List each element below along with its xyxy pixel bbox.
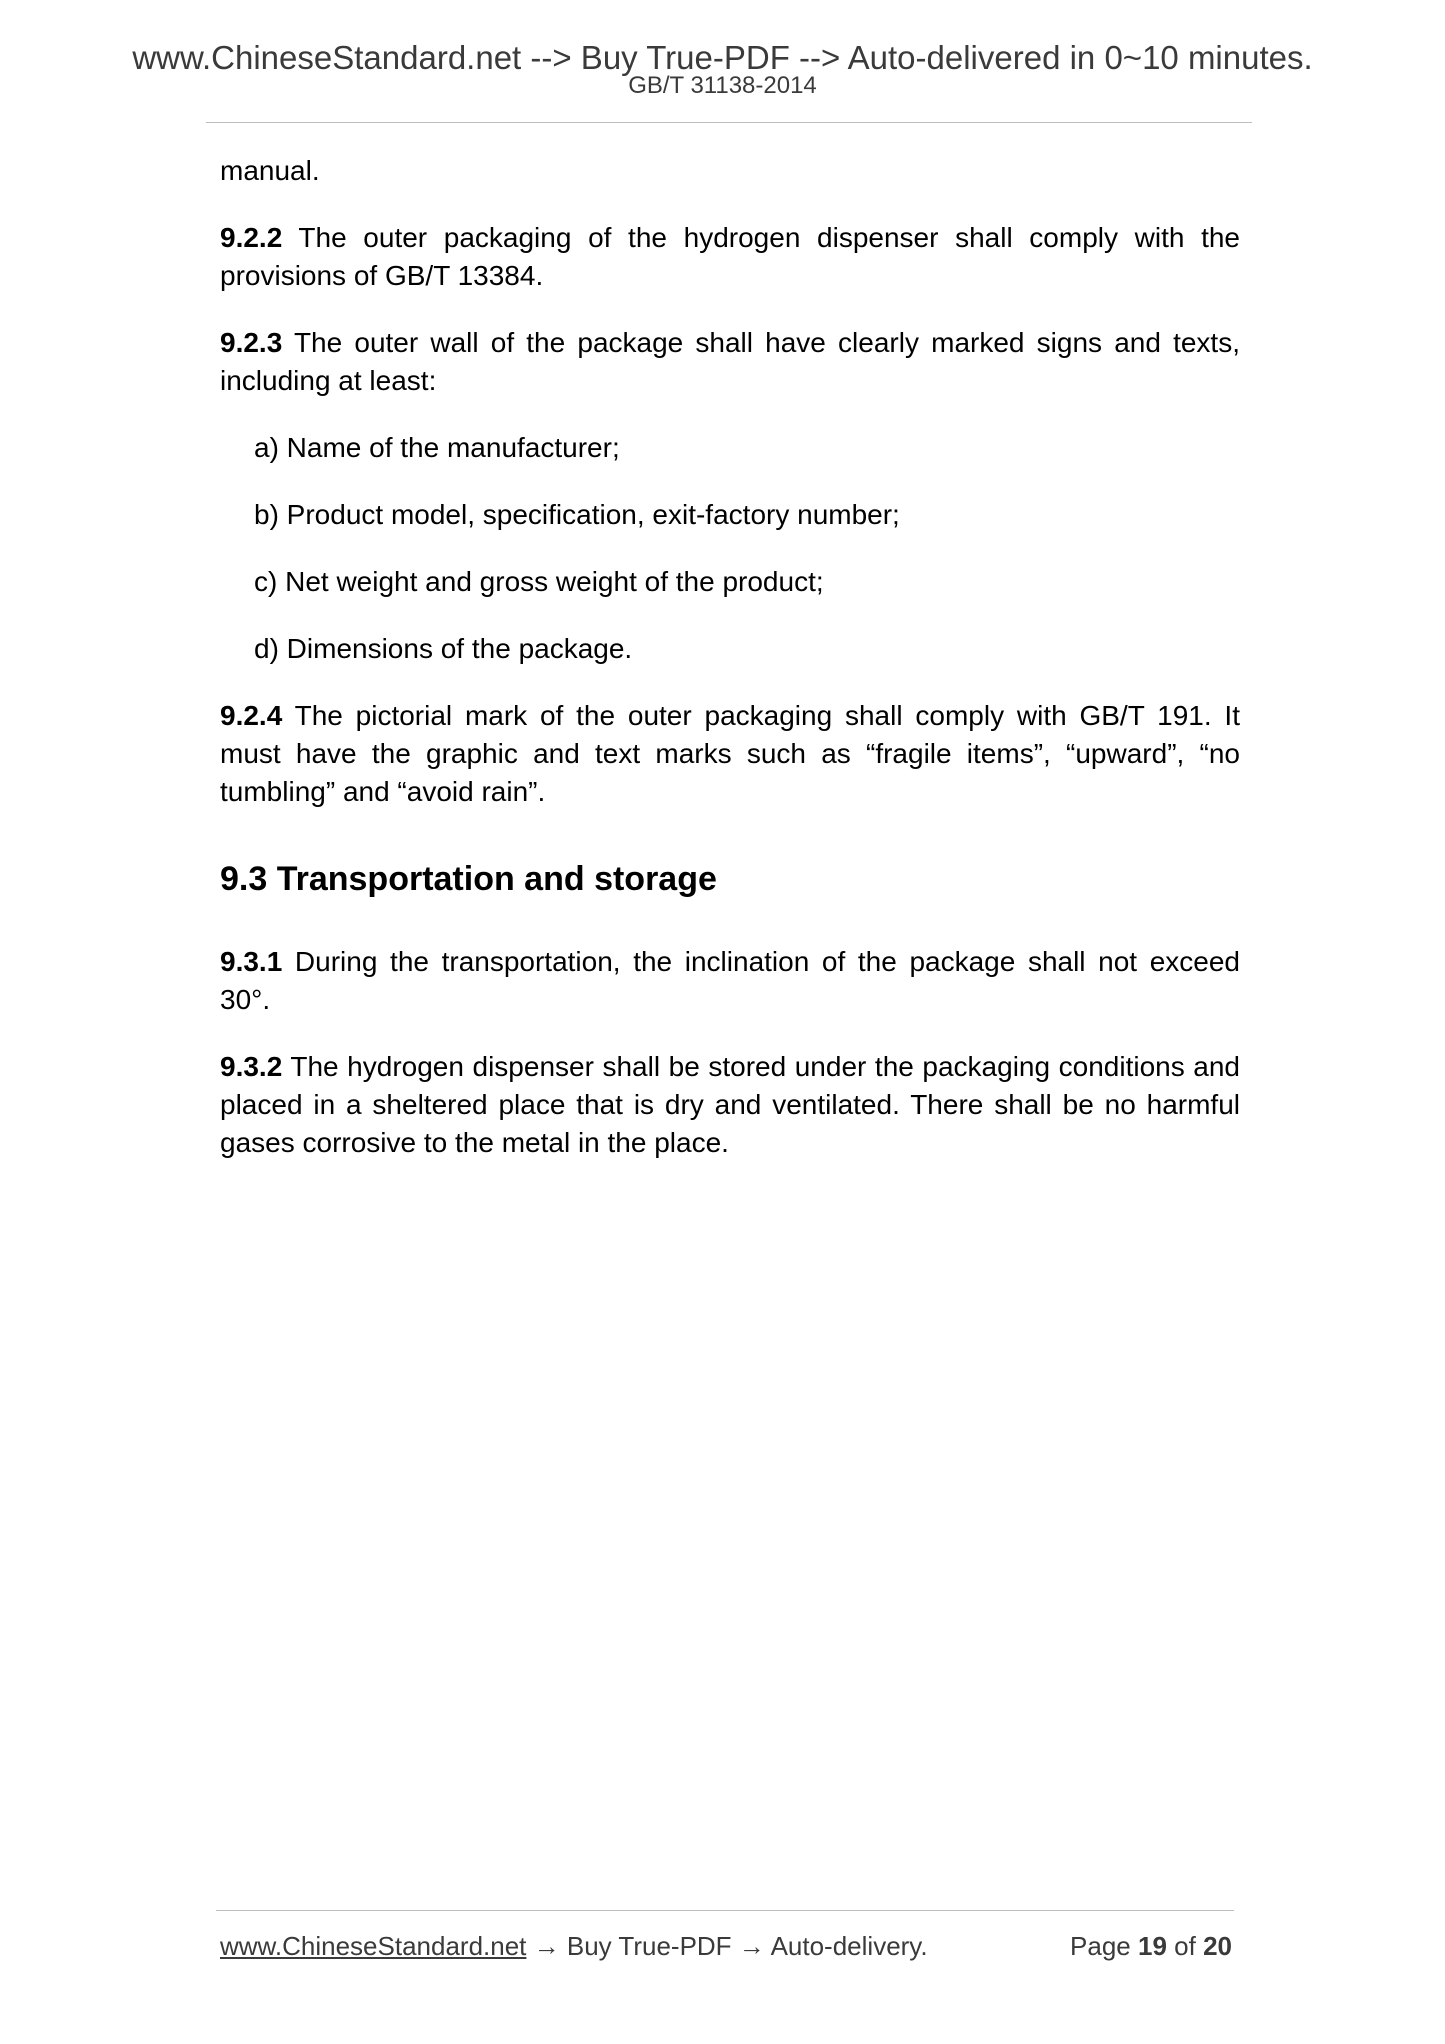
- top-banner: www.ChineseStandard.net --> Buy True-PDF --> Auto-delivered in 0~10 minutes.: [132, 39, 1313, 76]
- website-link[interactable]: www.ChineseStandard.net: [220, 1931, 527, 1961]
- clause-9-2-2: [220, 219, 1240, 295]
- clause-text: The outer packaging of the hydrogen dispenser shall comply with the provisions of GB/T 13384.: [220, 222, 1240, 291]
- clause-text: The hydrogen dispenser shall be stored under the packaging conditions and placed in a sheltered place that is dry and ventilated. There shall be no harmful gases corrosive to the metal in the place.: [220, 1051, 1241, 1158]
- clause-9-3-1: [220, 943, 1240, 1019]
- page-footer: [220, 1928, 1232, 1964]
- clause-text: The pictorial mark of the outer packaging shall comply with GB/T 191. It must have the graphic and text marks such as “fragile items”, “upward”, “no tumbling” and “avoid rain”.: [220, 700, 1240, 807]
- clause-text: The outer wall of the package shall have clearly marked signs and texts, including at least:: [220, 327, 1240, 396]
- list-item: d) Dimensions of the package.: [254, 633, 633, 664]
- clause-9-2-4: [220, 697, 1240, 811]
- document-body: [220, 152, 1240, 1191]
- page-number: 19: [1138, 1931, 1167, 1961]
- footer-tagline: → Buy True-PDF → Auto-delivery.: [526, 1931, 928, 1961]
- clause-9-2-3: [220, 324, 1240, 400]
- clause-number: 9.2.4: [220, 700, 283, 731]
- clause-number: 9.3.2: [220, 1051, 283, 1082]
- clause-text: During the transportation, the inclination of the package shall not exceed 30°.: [220, 946, 1241, 1015]
- standard-code: GB/T 31138-2014: [628, 72, 817, 99]
- list-item: a) Name of the manufacturer;: [254, 432, 620, 463]
- list-item: b) Product model, specification, exit-factory number;: [254, 499, 900, 530]
- clause-number: 9.3.1: [220, 946, 283, 977]
- page-label: Page: [1070, 1931, 1131, 1961]
- clause-number: 9.2.3: [220, 327, 283, 358]
- footer-promo: [220, 1928, 928, 1964]
- continuation-text: manual.: [220, 155, 320, 186]
- clause-number: 9.2.2: [220, 222, 283, 253]
- list-item: c) Net weight and gross weight of the product;: [254, 566, 824, 597]
- clause-9-3-2: [220, 1048, 1240, 1162]
- section-heading: 9.3 Transportation and storage: [220, 860, 717, 898]
- header-divider: [206, 122, 1252, 123]
- footer-divider: [216, 1910, 1234, 1911]
- page-total: 20: [1203, 1931, 1232, 1961]
- of-label: of: [1174, 1931, 1196, 1961]
- page-indicator: [1070, 1928, 1232, 1964]
